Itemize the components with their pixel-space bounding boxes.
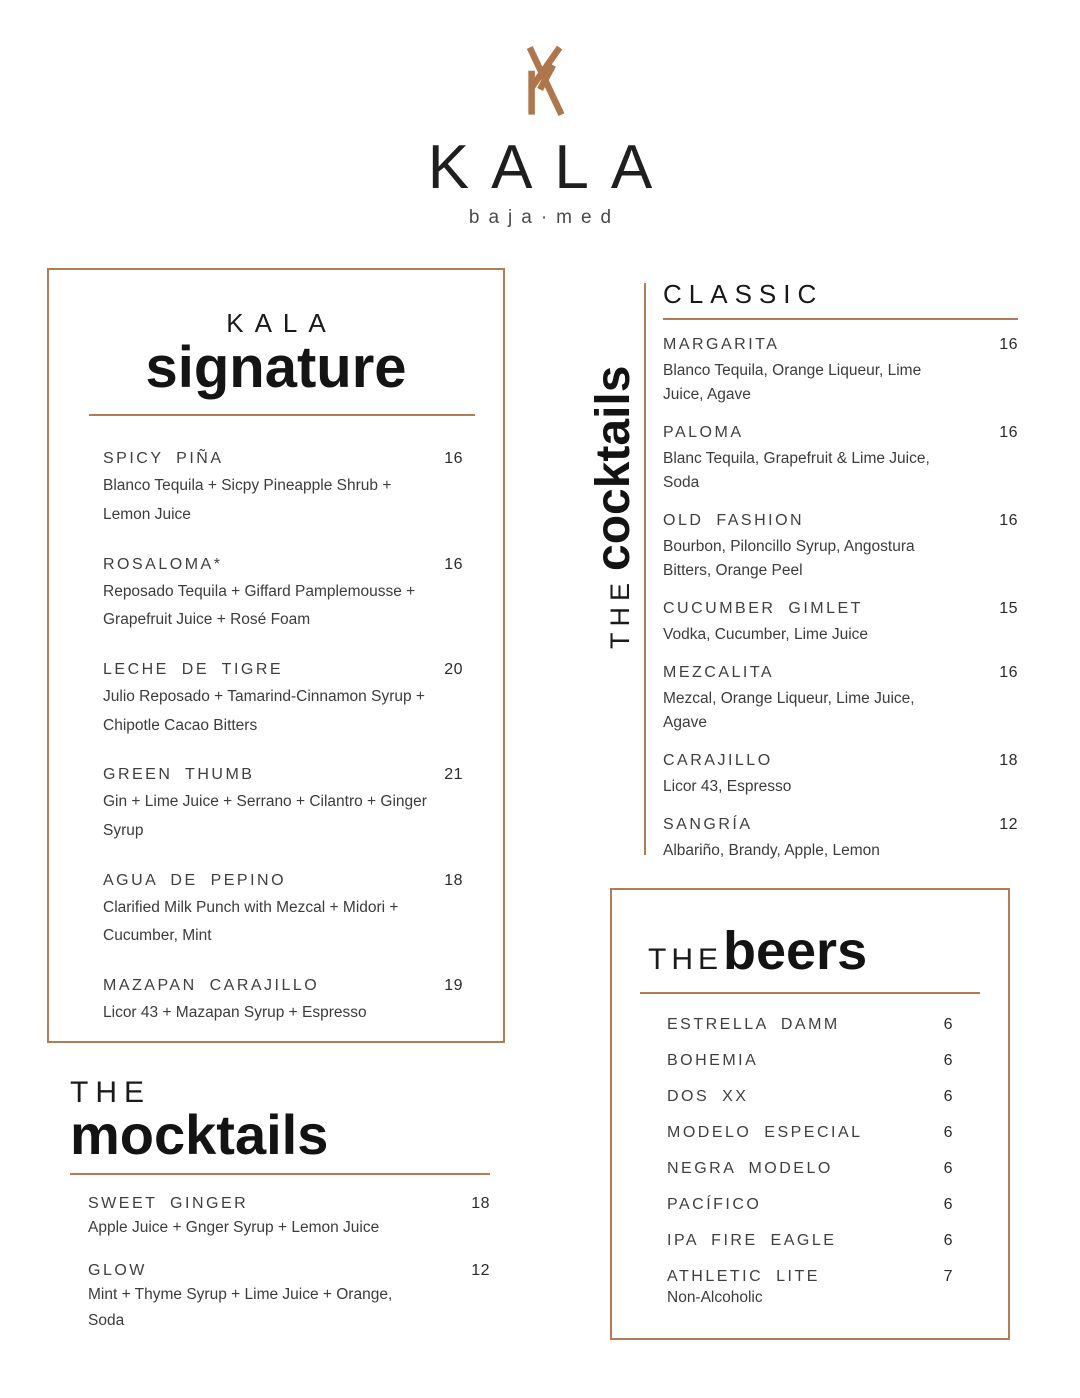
beers-header-the: THE <box>648 943 723 976</box>
item-desc: Julio Reposado + Tamarind-Cinnamon Syrup + Chipotle Cacao Bitters <box>103 688 425 734</box>
brand-name: KALA <box>427 133 675 202</box>
menu-item-mazapan-carajillo <box>103 977 463 1028</box>
item-desc: Mint + Thyme Syrup + Lime Juice + Orange, Soda <box>88 1285 393 1329</box>
menu-item-glow <box>88 1262 490 1335</box>
item-name: IPA FIRE EAGLE <box>667 1232 837 1249</box>
item-name: ATHLETIC LITE <box>667 1268 820 1285</box>
signature-header-title: signature <box>145 335 407 400</box>
item-name: ROSALOMA* <box>103 555 223 573</box>
item-name: CUCUMBER GIMLET <box>663 600 863 618</box>
item-price: 7 <box>943 1268 953 1285</box>
classic-title: CLASSIC <box>663 279 824 309</box>
menu-item-sweet-ginger <box>88 1195 490 1241</box>
menu-item-agua-de-pepino <box>103 872 463 951</box>
kala-monogram-icon <box>512 44 568 125</box>
beers-header-title: beers <box>723 921 868 981</box>
item-name: LECHE DE TIGRE <box>103 661 284 679</box>
signature-divider <box>89 414 475 416</box>
item-price: 6 <box>943 1124 953 1141</box>
signature-header-kala: KALA <box>226 308 337 338</box>
beers-section <box>610 888 1010 1340</box>
menu-item-leche-de-tigre <box>103 661 463 740</box>
signature-header <box>103 308 449 400</box>
item-price: 15 <box>999 600 1018 618</box>
item-price: 18 <box>999 752 1018 770</box>
item-name: MODELO ESPECIAL <box>667 1124 863 1141</box>
menu-item-margarita <box>663 336 1018 407</box>
item-price: 19 <box>444 977 463 995</box>
menu-item-athletic-lite <box>667 1268 953 1309</box>
item-name: OLD FASHION <box>663 512 805 530</box>
item-desc: Mezcal, Orange Liqueur, Lime Juice, Agave <box>663 690 915 732</box>
item-price: 6 <box>943 1052 953 1069</box>
beers-divider <box>640 992 980 994</box>
item-name: DOS XX <box>667 1088 749 1105</box>
item-desc: Vodka, Cucumber, Lime Juice <box>663 626 869 644</box>
item-price: 16 <box>999 424 1018 442</box>
item-price: 16 <box>999 664 1018 682</box>
menu-item-modelo-especial <box>667 1124 953 1142</box>
item-price: 6 <box>943 1232 953 1249</box>
item-desc: Albariño, Brandy, Apple, Lemon <box>663 842 880 860</box>
beers-header <box>640 920 980 982</box>
item-desc: Blanco Tequila, Orange Liqueur, Lime Juice, Agave <box>663 362 922 404</box>
menu-item-ipa-fire-eagle <box>667 1232 953 1250</box>
menu-item-old-fashion <box>663 512 1018 583</box>
item-price: 16 <box>999 512 1018 530</box>
menu-item-estrella-damm <box>667 1016 953 1034</box>
menu-item-negra-modelo <box>667 1160 953 1178</box>
menu-item-cucumber-gimlet <box>663 600 1018 647</box>
item-name: MAZAPAN CARAJILLO <box>103 977 320 995</box>
cocktails-vertical-divider <box>644 283 646 855</box>
mocktails-section <box>70 1076 490 1354</box>
item-desc: Blanc Tequila, Grapefruit & Lime Juice, Soda <box>663 450 930 492</box>
item-price: 20 <box>444 661 463 679</box>
menu-item-sangria <box>663 816 1018 863</box>
item-price: 12 <box>999 816 1018 834</box>
item-price: 21 <box>444 766 463 784</box>
brand-tagline: baja·med <box>468 207 621 228</box>
item-price: 6 <box>943 1088 953 1105</box>
brand-header <box>0 44 1080 229</box>
item-name: ESTRELLA DAMM <box>667 1016 840 1033</box>
item-price: 6 <box>943 1016 953 1033</box>
menu-item-bohemia <box>667 1052 953 1070</box>
item-desc: Non-Alcoholic <box>667 1289 763 1306</box>
item-price: 16 <box>999 336 1018 353</box>
menu-item-rosaloma <box>103 556 463 635</box>
item-desc: Reposado Tequila + Giffard Pamplemousse + Grapefruit Juice + Rosé Foam <box>103 582 416 629</box>
item-name: GLOW <box>88 1261 147 1279</box>
menu-item-carajillo <box>663 752 1018 799</box>
item-name: AGUA DE PEPINO <box>103 871 287 889</box>
item-desc: Gin + Lime Juice + Serrano + Cilantro + Ginger Syrup <box>103 793 427 840</box>
item-name: SPICY PIÑA <box>103 450 224 468</box>
item-desc: Licor 43 + Mazapan Syrup + Espresso <box>103 1004 367 1022</box>
item-name: GREEN THUMB <box>103 766 255 784</box>
item-price: 6 <box>943 1160 953 1177</box>
item-desc: Bourbon, Piloncillo Syrup, Angostura Bitters, Orange Peel <box>663 538 915 580</box>
item-price: 18 <box>444 871 463 889</box>
mocktails-divider <box>70 1173 490 1175</box>
cocktails-vertical-label <box>586 366 641 649</box>
mocktails-header-the: THE <box>70 1076 151 1109</box>
signature-section <box>47 268 505 1043</box>
item-name: MARGARITA <box>663 336 780 353</box>
cocktails-label-word: cocktails <box>587 365 640 571</box>
menu-item-spicy-pina <box>103 450 463 529</box>
item-name: SWEET GINGER <box>88 1195 249 1213</box>
classic-cocktails-section <box>663 279 1018 880</box>
menu-item-green-thumb <box>103 766 463 845</box>
item-name: NEGRA MODELO <box>667 1160 833 1177</box>
menu-item-mezcalita <box>663 664 1018 735</box>
item-name: CARAJILLO <box>663 752 773 770</box>
item-name: SANGRÍA <box>663 816 753 834</box>
item-desc: Blanco Tequila + Sicpy Pineapple Shrub + Lemon Juice <box>103 477 392 524</box>
mocktails-header <box>70 1076 490 1166</box>
classic-divider <box>663 318 1018 320</box>
item-desc: Licor 43, Espresso <box>663 778 792 796</box>
item-name: MEZCALITA <box>663 664 775 682</box>
item-name: BOHEMIA <box>667 1052 759 1069</box>
item-desc: Clarified Milk Punch with Mezcal + Midori + Cucumber, Mint <box>103 898 399 945</box>
mocktails-header-title: mocktails <box>70 1103 329 1166</box>
item-price: 16 <box>444 555 463 573</box>
item-price: 16 <box>444 450 463 468</box>
menu-item-paloma <box>663 424 1018 495</box>
item-price: 6 <box>943 1196 953 1213</box>
menu-item-dos-xx <box>667 1088 953 1106</box>
item-price: 12 <box>471 1261 490 1279</box>
cocktails-label-the: THE <box>605 577 635 649</box>
item-desc: Apple Juice + Gnger Syrup + Lemon Juice <box>88 1219 380 1237</box>
item-price: 18 <box>471 1195 490 1213</box>
menu-item-pacifico <box>667 1196 953 1214</box>
item-name: PALOMA <box>663 424 744 442</box>
item-name: PACÍFICO <box>667 1196 762 1213</box>
